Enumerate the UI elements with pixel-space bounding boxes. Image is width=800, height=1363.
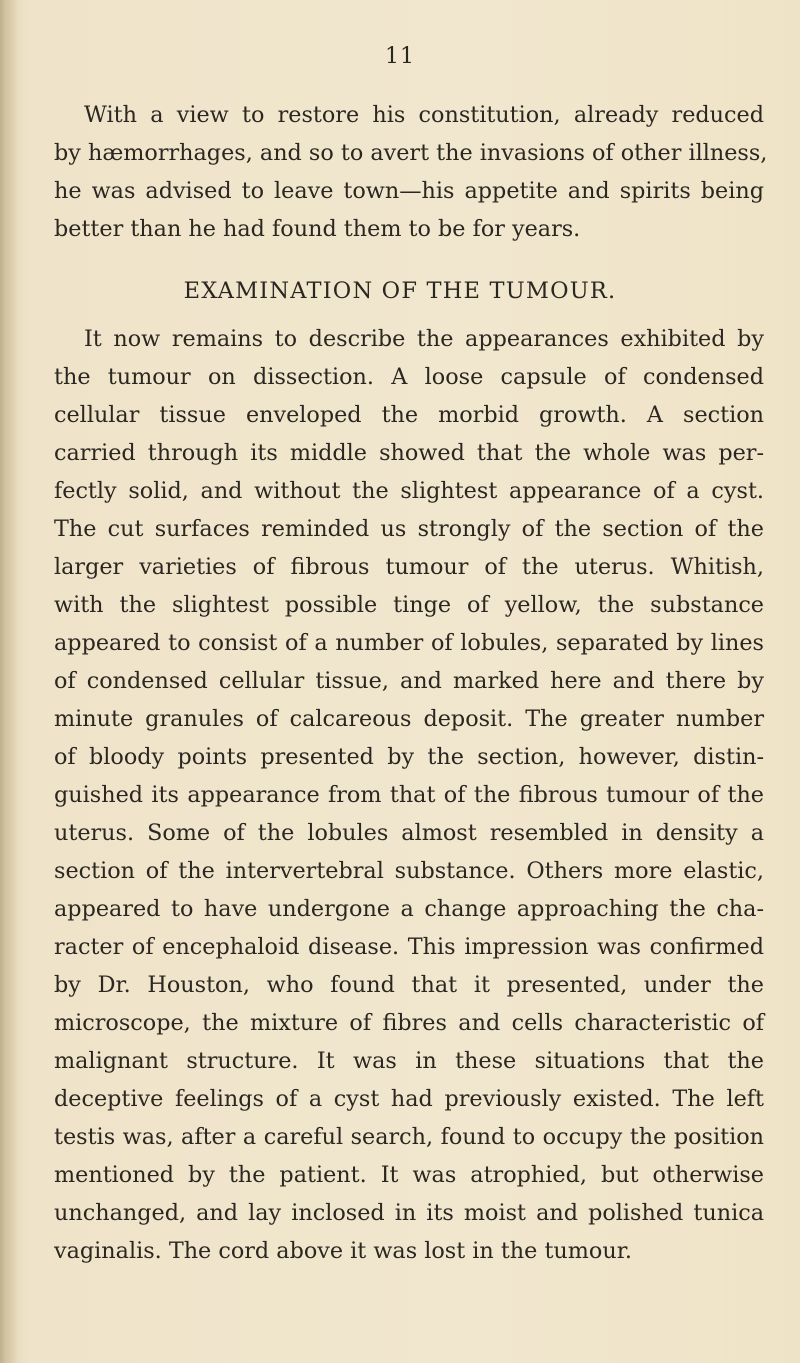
text-line: mentioned by the patient. It was atrophied, but otherwise: [54, 1162, 764, 1188]
text-line: appeared to consist of a number of lobules, separated by lines: [54, 630, 764, 656]
text-line: With a view to restore his constitution, already reduced: [84, 102, 764, 128]
text-line: with the slightest possible tinge of yellow, the substance: [54, 592, 764, 618]
text-line: section of the intervertebral substance. Others more elastic,: [54, 858, 764, 884]
text-line: the tumour on dissection. A loose capsule of condensed: [54, 364, 764, 390]
text-line: fectly solid, and without the slightest appearance of a cyst.: [54, 478, 764, 504]
text-line: larger varieties of fibrous tumour of the uterus. Whitish,: [54, 554, 764, 580]
text-line: minute granules of calcareous deposit. The greater number: [54, 706, 764, 732]
text-line: guished its appearance from that of the fibrous tumour of the: [54, 782, 764, 808]
text-line: of bloody points presented by the section, however, distin-: [54, 744, 764, 770]
text-line: testis was, after a careful search, found to occupy the position: [54, 1124, 764, 1150]
text-line: by Dr. Houston, who found that it presented, under the: [54, 972, 764, 998]
text-line: by hæmorrhages, and so to avert the invasions of other illness,: [54, 140, 768, 166]
text-line: he was advised to leave town—his appetite and spirits being: [54, 178, 764, 204]
page-gutter-shadow: [0, 0, 18, 1363]
page-number: 11: [385, 44, 415, 69]
text-line: racter of encephaloid disease. This impression was confirmed: [54, 934, 764, 960]
text-line: The cut surfaces reminded us strongly of the section of the: [54, 516, 764, 542]
text-line: of condensed cellular tissue, and marked here and there by: [54, 668, 764, 694]
text-line: appeared to have undergone a change approaching the cha-: [54, 896, 764, 922]
text-line: carried through its middle showed that the whole was per-: [54, 440, 764, 466]
text-line: deceptive feelings of a cyst had previously existed. The left: [54, 1086, 764, 1112]
text-line: malignant structure. It was in these situations that the: [54, 1048, 764, 1074]
text-line: unchanged, and lay inclosed in its moist and polished tunica: [54, 1200, 764, 1226]
text-line: microscope, the mixture of fibres and cells characteristic of: [54, 1010, 764, 1036]
text-line: uterus. Some of the lobules almost resembled in density a: [54, 820, 764, 846]
text-line: better than he had found them to be for years.: [54, 216, 581, 242]
text-line: vaginalis. The cord above it was lost in the tumour.: [54, 1238, 632, 1264]
section-heading: EXAMINATION OF THE TUMOUR.: [183, 278, 617, 304]
text-line: It now remains to describe the appearances exhibited by: [84, 326, 764, 352]
text-line: cellular tissue enveloped the morbid growth. A section: [54, 402, 764, 428]
